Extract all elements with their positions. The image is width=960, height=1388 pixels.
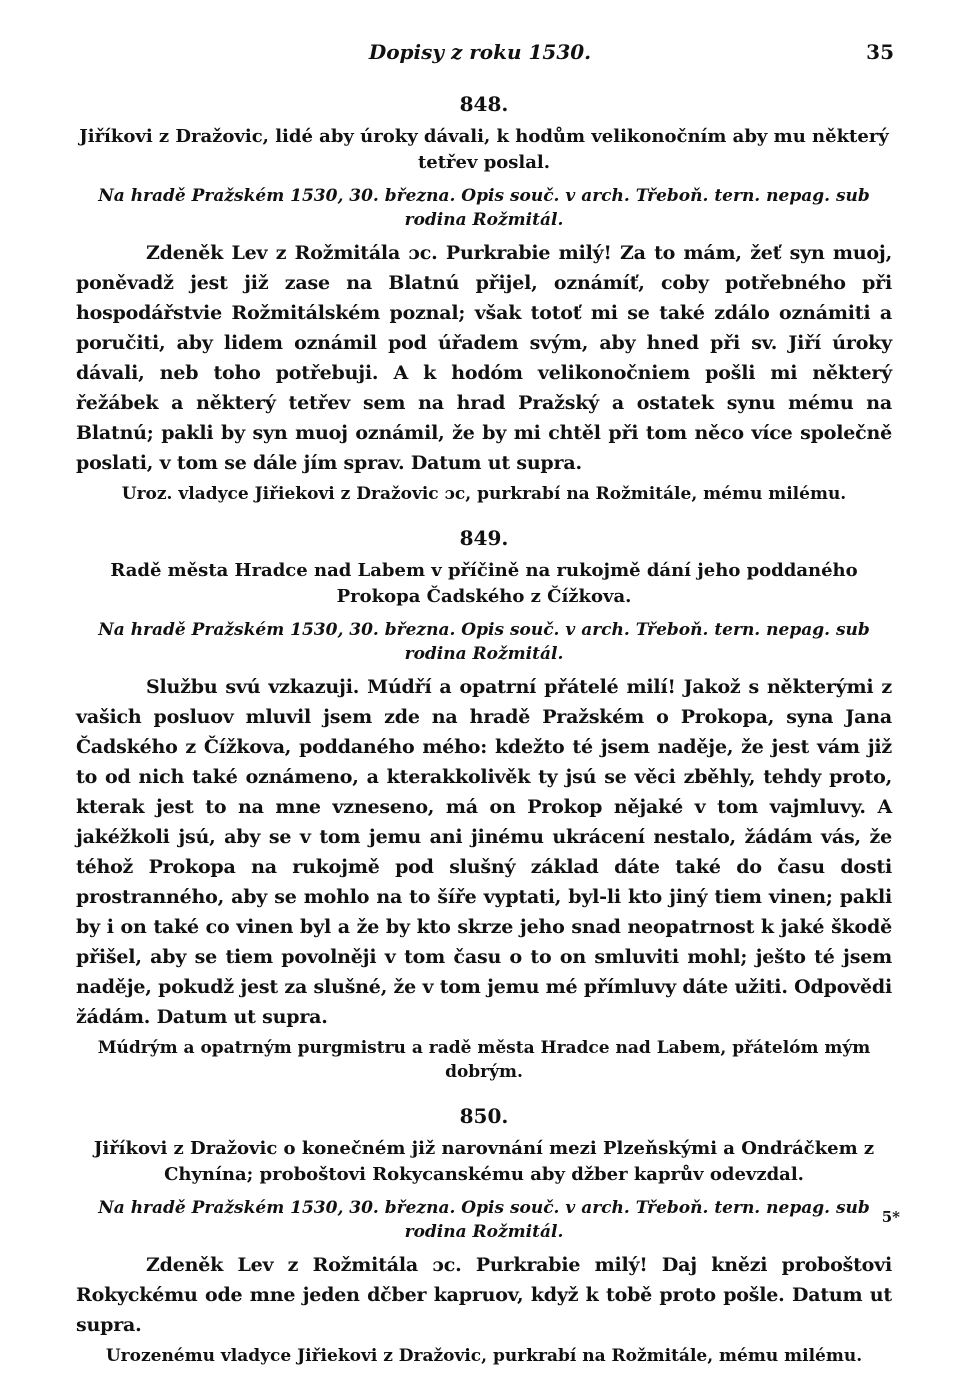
running-title: Dopisy z roku 1530. xyxy=(368,40,592,64)
letter-number: 850. xyxy=(459,1104,509,1128)
page-number: 35 xyxy=(866,40,894,64)
letter-848 xyxy=(76,92,892,506)
letter-850 xyxy=(76,1104,892,1368)
letter-text: Službu svú vzkazuji. Múdří a opatrní přátelé milí! Jakož s některými z vašich posluov mluvil jsem zde na hradě Pražském o Prokopa, syna Jana Čadského z Čížkova, poddaného mého: kdežto té jsem naděje, že jest vám již to od nich také oznámeno, a kterakkolivěk ty jsú se věci zběhly, tehdy proto, kterak jest to na mne vzneseno, má on Prokop nějaké v tom vajmluvy. A jakéžkoli jsú, aby se v tom jemu ani jinému ukrácení nestalo, žádám vás, že téhož Prokopa na rukojmě pod slušný základ dáte také do času dosti prostranného, aby se mohlo na to šíře vyptati, byl-li kto jiný tiem vinen; pakli by i on také co vinen byl a že by kto skrze jeho snad neopatrnost k jaké škodě přišel, aby se tiem povolněji v tom času o to on smluviti mohl; ješto té jsem naděje, pokudž jest za slušné, že v tom jemu mé přímluvy dáte užiti. Odpovědi žádám. Datum ut supra. xyxy=(76,676,892,1028)
letter-number: 849. xyxy=(459,526,509,550)
letter-address: Uroz. vladyce Jiřiekovi z Dražovic ɔc, purkrabí na Rožmitále, mému milému. xyxy=(121,484,847,504)
letter-summary: Radě města Hradce nad Labem v příčině na rukojmě dání jeho poddaného Prokopa Čadského z Čížkova. xyxy=(110,560,858,607)
letter-address: Urozenému vladyce Jiřiekovi z Dražovic, purkrabí na Rožmitále, mému milému. xyxy=(105,1346,863,1366)
signature-mark: 5* xyxy=(881,1208,900,1226)
letter-number: 848. xyxy=(459,92,509,116)
letter-address: Múdrým a opatrným purgmistru a radě města Hradce nad Labem, přátelóm mým dobrým. xyxy=(97,1038,871,1082)
page-body xyxy=(76,86,892,1388)
letter-source: Na hradě Pražském 1530, 30. března. Opis souč. v arch. Třeboň. tern. nepag. sub rodina Rožmitál. xyxy=(98,186,870,230)
letter-text: Zdeněk Lev z Rožmitála ɔc. Purkrabie milý! Daj knězi proboštovi Rokyckému ode mne jeden dčber kapruov, když k tobě proto pošle. Datum ut supra. xyxy=(76,1254,892,1336)
letter-text: Zdeněk Lev z Rožmitála ɔc. Purkrabie milý! Za to mám, žeť syn muoj, poněvadž jest již zase na Blatnú přijel, oznámíť, coby potřebného při hospodářstvie Rožmitálském poznal; však totoť mi se také zdálo oznámiti a poručiti, aby lidem oznámil pod úřadem svým, aby hned při sv. Jiří úroky dávali, neb toho potřebuji. A k hodóm velikonočniem pošli mi některý řežábek a některý tetřev sem na hrad Pražský a ostatek synu mému na Blatnú; pakli by syn muoj oznámil, že by mi chtěl při tom něco více společně poslati, v tom se dále jím sprav. Datum ut supra. xyxy=(76,242,892,474)
letter-summary: Jiříkovi z Dražovic, lidé aby úroky dávali, k hodům velikonočním aby mu některý tetřev poslal. xyxy=(79,126,889,173)
letter-849 xyxy=(76,526,892,1084)
letter-source: Na hradě Pražském 1530, 30. března. Opis souč. v arch. Třeboň. tern. nepag. sub rodina Rožmitál. xyxy=(98,620,870,664)
letter-summary: Jiříkovi z Dražovic o konečném již narovnání mezi Plzeňskými a Ondráčkem z Chynína; proboštovi Rokycanskému aby džber kaprův odevzdal. xyxy=(93,1138,875,1185)
letter-source: Na hradě Pražském 1530, 30. března. Opis souč. v arch. Třeboň. tern. nepag. sub rodina Rožmitál. xyxy=(98,1198,870,1242)
page-header xyxy=(0,40,960,70)
